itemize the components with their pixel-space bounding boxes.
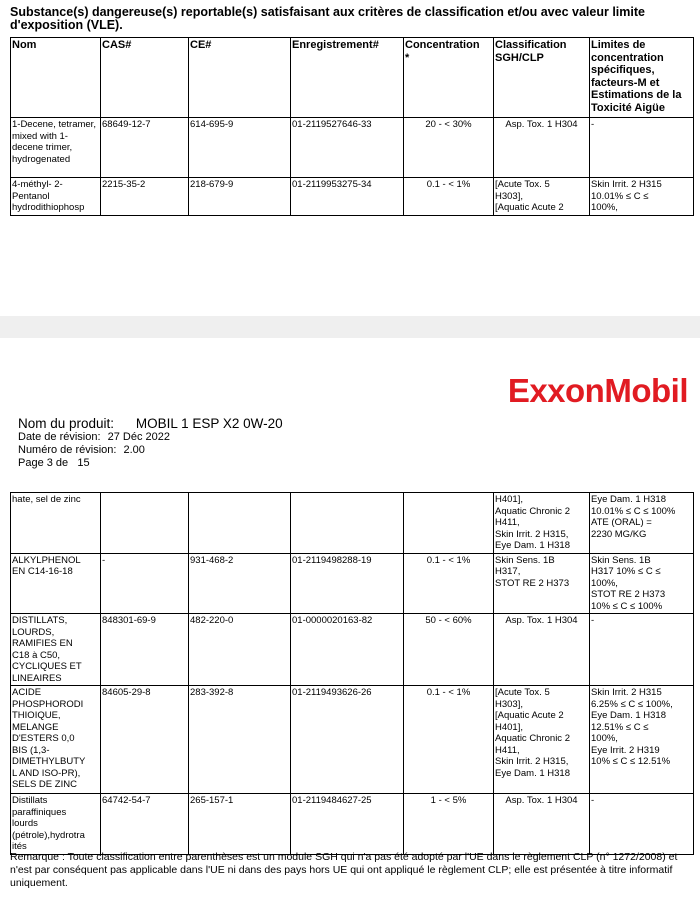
product-name-value: MOBIL 1 ESP X2 0W-20 bbox=[135, 416, 283, 431]
cell-cas: 2215-35-2 bbox=[101, 178, 189, 216]
cell-limits: - bbox=[590, 614, 694, 686]
cell-limits: - bbox=[590, 794, 694, 855]
revision-number-value: 2.00 bbox=[123, 444, 145, 456]
table-row bbox=[11, 553, 694, 614]
cell-cas: 848301-69-9 bbox=[101, 614, 189, 686]
product-name-label: Nom du produit: bbox=[18, 416, 115, 431]
cell-name: Distillats paraffiniques lourds (pétrole),hydrotra ités bbox=[11, 794, 101, 855]
remark-note: Remarque : Toute classification entre parenthèses est un module SGH qui n'a pas été adopté par l'UE dans le règlement CLP (n° 1272/2008) et n'est par conséquent pas applicable dans l'UE ni dans des pays hors UE qui ont appliqué le règlement CLP; elle est présentée à titre informatif uniquement. bbox=[10, 851, 678, 889]
cell-registration: 01-2119493626-26 bbox=[291, 686, 404, 794]
table-row bbox=[11, 794, 694, 855]
cell-registration bbox=[291, 493, 404, 554]
cell-name: DISTILLATS, LOURDS, RAMIFIES EN C18 à C50, CYCLIQUES ET LINEAIRES bbox=[11, 614, 101, 686]
cell-cas: 68649-12-7 bbox=[101, 118, 189, 178]
page-number: Page 3 de 15 bbox=[18, 457, 90, 469]
cell-concentration bbox=[404, 493, 494, 554]
col-header-ce: CE# bbox=[189, 38, 291, 118]
table-row bbox=[11, 493, 694, 554]
cell-ce: 283-392-8 bbox=[189, 686, 291, 794]
cell-limits: Skin Irrit. 2 H315 6.25% ≤ C ≤ 100%, Eye Dam. 1 H318 12.51% ≤ C ≤ 100%, Eye Irrit. 2 H319 10% ≤ C ≤ 12.51% bbox=[590, 686, 694, 794]
cell-ce bbox=[189, 493, 291, 554]
cell-registration: 01-2119498288-19 bbox=[291, 553, 404, 614]
product-info bbox=[18, 416, 283, 470]
cell-registration: 01-2119953275-34 bbox=[291, 178, 404, 216]
cell-concentration: 20 - < 30% bbox=[404, 118, 494, 178]
cell-classification: H401], Aquatic Chronic 2 H411, Skin Irrit. 2 H315, Eye Dam. 1 H318 bbox=[494, 493, 590, 554]
cell-registration: 01-2119484627-25 bbox=[291, 794, 404, 855]
revision-date-value: 27 Déc 2022 bbox=[107, 431, 170, 443]
cell-concentration: 1 - < 5% bbox=[404, 794, 494, 855]
cell-ce: 614-695-9 bbox=[189, 118, 291, 178]
hazardous-substances-table-top bbox=[10, 37, 694, 216]
cell-classification: Asp. Tox. 1 H304 bbox=[494, 614, 590, 686]
hazardous-substances-table-bottom bbox=[10, 492, 694, 855]
cell-concentration: 0.1 - < 1% bbox=[404, 178, 494, 216]
cell-name: ACIDE PHOSPHORODI THIOIQUE, MELANGE D'ESTERS 0,0 BIS (1,3- DIMETHYLBUTY L AND ISO-PR), SELS DE ZINC bbox=[11, 686, 101, 794]
col-header-registration: Enregistrement# bbox=[291, 38, 404, 118]
cell-concentration: 0.1 - < 1% bbox=[404, 686, 494, 794]
cell-name: ALKYLPHENOL EN C14-16-18 bbox=[11, 553, 101, 614]
cell-limits: Skin Irrit. 2 H315 10.01% ≤ C ≤ 100%, bbox=[590, 178, 694, 216]
cell-limits: Eye Dam. 1 H318 10.01% ≤ C ≤ 100% ATE (ORAL) = 2230 MG/KG bbox=[590, 493, 694, 554]
col-header-classification: Classification SGH/CLP bbox=[494, 38, 590, 118]
cell-cas: 84605-29-8 bbox=[101, 686, 189, 794]
cell-cas: - bbox=[101, 553, 189, 614]
cell-cas bbox=[101, 493, 189, 554]
cell-name: 4-méthyl- 2-Pentanol hydrodithiophosp bbox=[11, 178, 101, 216]
col-header-concentration: Concentration * bbox=[404, 38, 494, 118]
table-row bbox=[11, 614, 694, 686]
cell-concentration: 0.1 - < 1% bbox=[404, 553, 494, 614]
page-break bbox=[0, 316, 700, 338]
cell-classification: Skin Sens. 1B H317, STOT RE 2 H373 bbox=[494, 553, 590, 614]
cell-ce: 931-468-2 bbox=[189, 553, 291, 614]
cell-name: hate, sel de zinc bbox=[11, 493, 101, 554]
cell-limits: - bbox=[590, 118, 694, 178]
cell-name: 1-Decene, tetramer, mixed with 1-decene trimer, hydrogenated bbox=[11, 118, 101, 178]
cell-registration: 01-0000020163-82 bbox=[291, 614, 404, 686]
cell-classification: Asp. Tox. 1 H304 bbox=[494, 118, 590, 178]
col-header-limits: Limites de concentration spécifiques, facteurs-M et Estimations de la Toxicité Aigüe bbox=[590, 38, 694, 118]
cell-ce: 265-157-1 bbox=[189, 794, 291, 855]
cell-cas: 64742-54-7 bbox=[101, 794, 189, 855]
cell-classification: [Acute Tox. 5 H303], [Aquatic Acute 2 bbox=[494, 178, 590, 216]
cell-limits: Skin Sens. 1B H317 10% ≤ C ≤ 100%, STOT RE 2 H373 10% ≤ C ≤ 100% bbox=[590, 553, 694, 614]
revision-date-label: Date de révision: bbox=[18, 431, 101, 443]
exxonmobil-logo: ExxonMobil bbox=[507, 372, 688, 409]
cell-classification: Asp. Tox. 1 H304 bbox=[494, 794, 590, 855]
col-header-cas: CAS# bbox=[101, 38, 189, 118]
table-row bbox=[11, 178, 694, 216]
section-heading: Substance(s) dangereuse(s) reportable(s) satisfaisant aux critères de classification et/ou avec valeur limite d'exposition (VLE). bbox=[10, 5, 645, 32]
cell-ce: 218-679-9 bbox=[189, 178, 291, 216]
cell-ce: 482-220-0 bbox=[189, 614, 291, 686]
cell-registration: 01-2119527646-33 bbox=[291, 118, 404, 178]
cell-concentration: 50 - < 60% bbox=[404, 614, 494, 686]
table-row bbox=[11, 118, 694, 178]
table-row bbox=[11, 686, 694, 794]
cell-classification: [Acute Tox. 5 H303], [Aquatic Acute 2 H401], Aquatic Chronic 2 H411, Skin Irrit. 2 H315, Eye Dam. 1 H318 bbox=[494, 686, 590, 794]
revision-number-label: Numéro de révision: bbox=[18, 444, 117, 456]
col-header-name: Nom bbox=[11, 38, 101, 118]
